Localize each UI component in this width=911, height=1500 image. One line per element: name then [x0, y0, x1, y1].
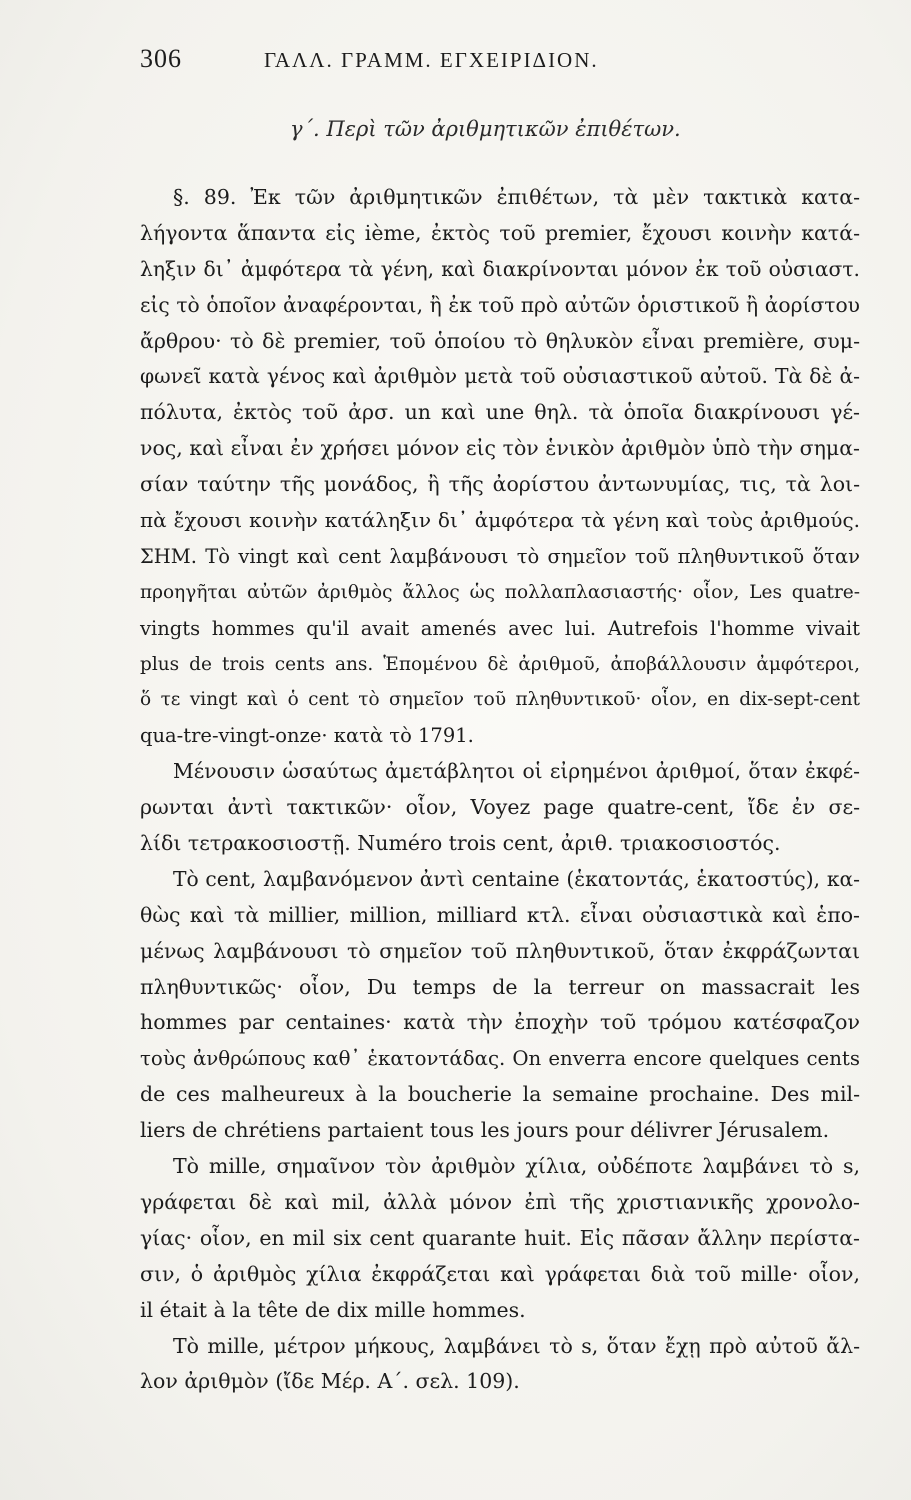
- note-line: qua-tre-vingt-onze· κατὰ τὸ 1791.: [140, 724, 474, 748]
- text-line: Τὸ mille, σημαῖνον τὸν ἀριθμὸν χίλια, οὐδέποτε λαμβάνει τὸ s,: [173, 1154, 860, 1179]
- text-line: de ces malheureux à la boucherie la semaine prochaine. Des mil-: [140, 1082, 860, 1107]
- text-line: πὰ ἔχουσι κοινὴν κατάληξιν δι᾽ ἀμφότερα τὰ γένη καὶ τοὺς ἀριθμούς.: [140, 508, 860, 533]
- note-line: ΣΗΜ. Τὸ vingt καὶ cent λαμβάνουσι τὸ σημεῖον τοῦ πληθυντικοῦ ὅταν: [140, 544, 860, 568]
- text-line: ληξιν δι᾽ ἀμφότερα τὰ γένη, καὶ διακρίνονται μόνον ἐκ τοῦ οὐσιαστ.: [140, 256, 860, 281]
- note-line: vingts hommes qu'il avait amenés avec lui. Autrefois l'homme vivait: [140, 616, 860, 640]
- text-line: τοὺς ἀνθρώπους καθ᾽ ἑκατοντάδας. On enverra encore quelques cents: [140, 1047, 860, 1071]
- text-line: γίας· οἷον, en mil six cent quarante huit. Εἰς πᾶσαν ἄλλην περίστα-: [140, 1225, 860, 1250]
- text-line: γράφεται δὲ καὶ mil, ἀλλὰ μόνον ἐπὶ τῆς χριστιανικῆς χρονολο-: [140, 1189, 860, 1214]
- text-line: Μένουσιν ὡσαύτως ἀμετάβλητοι οἱ εἰρημένοι ἀριθμοί, ὅταν ἐκφέ-: [173, 759, 860, 784]
- text-line: πληθυντικῶς· οἷον, Du temps de la terreur on massacrait les: [140, 974, 860, 999]
- text-line: φωνεῖ κατὰ γένος καὶ ἀριθμὸν μετὰ τοῦ οὐσιαστικοῦ αὐτοῦ. Τὰ δὲ ἀ-: [140, 364, 860, 389]
- text-line: νος, καὶ εἶναι ἐν χρήσει μόνον εἰς τὸν ἑνικὸν ἀριθμὸν ὑπὸ τὴν σημα-: [140, 436, 860, 461]
- text-line: Τὸ mille, μέτρον μήκους, λαμβάνει τὸ s, ὅταν ἔχῃ πρὸ αὐτοῦ ἄλ-: [173, 1333, 860, 1358]
- text-line: §. 89. Ἐκ τῶν ἀριθμητικῶν ἐπιθέτων, τὰ μὲν τακτικὰ κατα-: [173, 185, 860, 209]
- note-line: ὅ τε vingt καὶ ὁ cent τὸ σημεῖον τοῦ πληθυντικοῦ· οἷον, en dix-sept-cent: [140, 689, 860, 711]
- text-line: σιν, ὁ ἀριθμὸς χίλια ἐκφράζεται καὶ γράφεται διὰ τοῦ mille· οἷον,: [140, 1261, 860, 1286]
- body-text: [140, 180, 860, 1400]
- text-line: hommes par centaines· κατὰ τὴν ἐποχὴν τοῦ τρόμου κατέσφαζον: [140, 1010, 860, 1035]
- text-line: il était à la tête de dix mille hommes.: [140, 1297, 526, 1322]
- section-heading: γ΄. Περὶ τῶν ἀριθμητικῶν ἐπιθέτων.: [290, 117, 681, 141]
- text-line: liers de chrétiens partaient tous les jours pour délivrer Jérusalem.: [140, 1118, 830, 1143]
- running-head: [140, 40, 880, 80]
- page-number: 306: [140, 44, 182, 73]
- text-line: ρωνται ἀντὶ τακτικῶν· οἷον, Voyez page quatre-cent, ἴδε ἐν σε-: [140, 795, 860, 820]
- note-line: plus de trois cents ans. Ἑπομένου δὲ ἀριθμοῦ, ἀποβάλλουσιν ἀμφότεροι,: [140, 653, 860, 675]
- note-line: προηγῆται αὐτῶν ἀριθμὸς ἄλλος ὡς πολλαπλασιαστής· οἷον, Les quatre-: [140, 581, 860, 603]
- text-line: λίδι τετρακοσιοστῇ. Numéro trois cent, ἀριθ. τριακοσιοστός.: [140, 831, 781, 856]
- text-line: σίαν ταύτην τῆς μονάδος, ἢ τῆς ἀορίστου ἀντωνυμίας, τις, τὰ λοι-: [140, 472, 860, 497]
- running-title: ΓΑΛΛ. ΓΡΑΜΜ. ΕΓΧΕΙΡΙΔΙΟΝ.: [264, 48, 599, 72]
- text-line: θὼς καὶ τὰ millier, million, milliard κτλ. εἶναι οὐσιαστικὰ καὶ ἑπο-: [140, 902, 860, 927]
- text-line: ἄρθρου· τὸ δὲ premier, τοῦ ὁποίου τὸ θηλυκὸν εἶναι première, συμ-: [140, 328, 860, 353]
- text-line: μένως λαμβάνουσι τὸ σημεῖον τοῦ πληθυντικοῦ, ὅταν ἐκφράζωνται: [140, 938, 860, 963]
- text-line: λον ἀριθμὸν (ἴδε Μέρ. Α΄. σελ. 109).: [140, 1369, 520, 1394]
- text-line: Τὸ cent, λαμβανόμενον ἀντὶ centaine (ἑκατοντάς, ἑκατοστύς), κα-: [173, 866, 860, 891]
- text-line: λήγοντα ἅπαντα εἰς ième, ἐκτὸς τοῦ premier, ἔχουσι κοινὴν κατά-: [140, 220, 860, 245]
- text-line: πόλυτα, ἐκτὸς τοῦ ἀρσ. un καὶ une θηλ. τὰ ὁποῖα διακρίνουσι γέ-: [140, 400, 860, 425]
- text-line: εἰς τὸ ὁποῖον ἀναφέρονται, ἢ ἐκ τοῦ πρὸ αὐτῶν ὁριστικοῦ ἢ ἀορίστου: [140, 292, 860, 317]
